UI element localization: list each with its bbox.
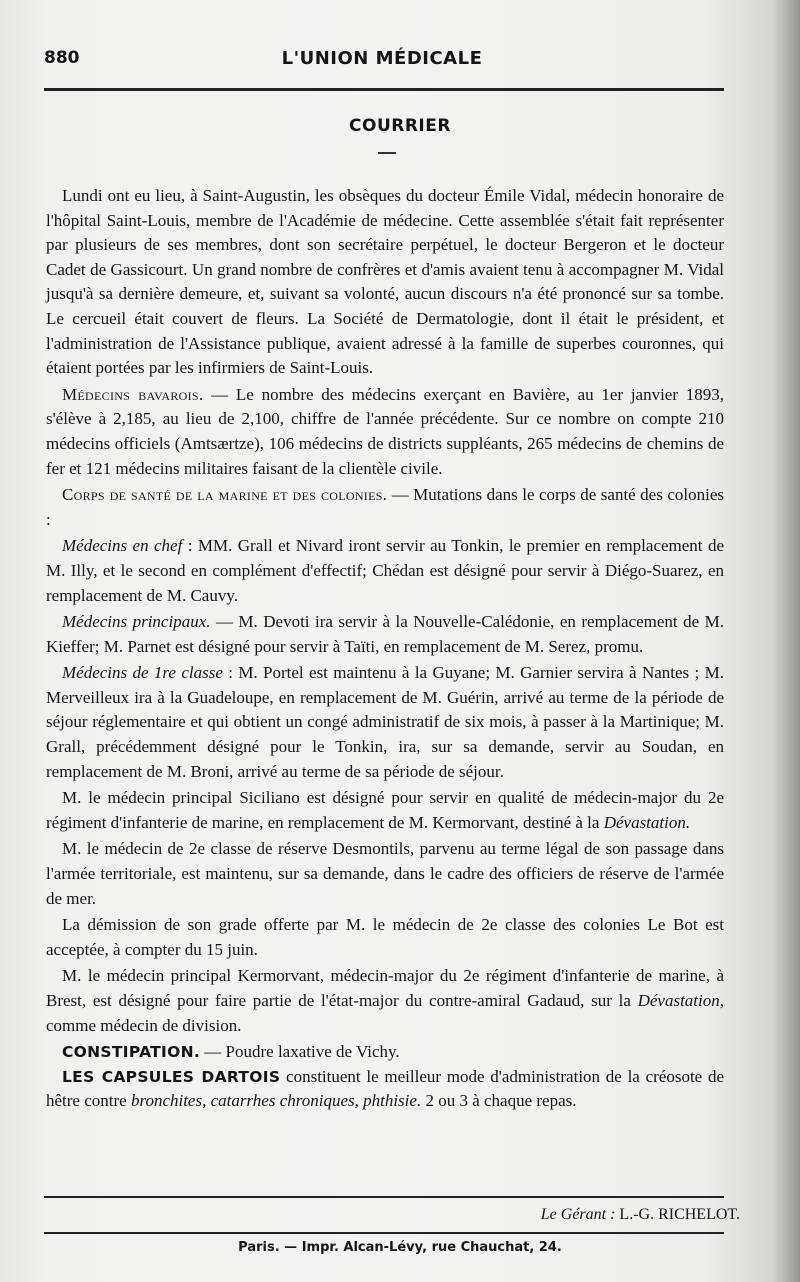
advert-constipation (46, 1040, 724, 1065)
ship-name: Dévastation (637, 991, 720, 1010)
paragraph-kermorvant (46, 964, 724, 1038)
paragraph-text: — M. Devoti ira servir à la Nouvelle-Calédonie, en remplacement de M. Kieffer; M. Parnet est désigné pour servir à Taïti, en remplacement de M. Serez, promu. (46, 612, 724, 656)
paragraph-desmontils: M. le médecin de 2e classe de réserve Desmontils, parvenu au terme légal de son passage dans l'armée territoriale, est maintenu, sur sa demande, dans le cadre des officiers de réserve de l'armée de mer. (46, 839, 724, 908)
paragraph-bavarian-doctors (46, 383, 724, 481)
footer-rule (44, 1196, 724, 1198)
advert-text: 2 ou 3 à chaque repas. (421, 1091, 577, 1111)
paragraph-text: M. le médecin principal Kermorvant, médecin-major du 2e régiment d'infanterie de marine, à Brest, est désigné pour faire partie de l'état-major du contre-amiral Gadaud, sur la (46, 966, 724, 1010)
paragraph-vidal-funeral: Lundi ont eu lieu, à Saint-Augustin, les obsèques du docteur Émile Vidal, médecin honoraire de l'hôpital Saint-Louis, membre de l'Académie de médecine. Cette assemblée s'était fait représenter par plusieurs de ses membres, dont son secrétaire perpétuel, le docteur Bergeron et le docteur Cadet de Gassicourt. Un grand nombre de confrères et d'amis avaient tenu à accompagner M. Vidal jusqu'à sa dernière demeure, et, suivant sa volonté, aucun discours n'a été prononcé sur sa tombe. Le cercueil était couvert de fleurs. La Société de Dermatologie, dont il était le président, et l'administration de l'Assistance publique, avaient adressé à la famille de superbes couronnes, qui étaient portées par les infirmiers de Saint-Louis. (46, 186, 724, 378)
paragraph-text: — Mutations dans le corps de santé des colonies : (46, 485, 724, 529)
printer-imprint: Paris. — Impr. Alcan-Lévy, rue Chauchat, 24. (238, 1240, 562, 1255)
paragraph-navy-corps (46, 483, 724, 532)
advert-capsules (46, 1065, 724, 1114)
paragraph-text: , comme médecin de division. (46, 991, 724, 1035)
paragraph-heading: Corps de santé de la marine et des colonies. (62, 485, 388, 505)
paragraph-first-class-doctors (46, 661, 724, 784)
advert-italic-text: bronchites, catarrhes chroniques, phthisie. (130, 1091, 422, 1111)
page-header (44, 48, 720, 78)
paragraph-le-bot: La démission de son grade offerte par M. le médecin de 2e classe des colonies Le Bot est acceptée, à compter du 15 juin. (46, 915, 724, 959)
page-number: 880 (44, 48, 80, 68)
paragraph-siciliano (46, 786, 724, 835)
paragraph-text: : M. Portel est maintenu à la Guyane; M. Garnier servira à Nantes ; M. Merveilleux ira à la Guadeloupe, en remplacement de M. Guérin, arrivé au terme de la période de séjour réglementaire et qui obtient un congé administratif de six mois, à passer à la Martinique; M. Grall, précédemment désigné pour le Tonkin, ira, sur sa demande, servir au Soudan, en remplacement de M. Broni, arrivé au terme de sa période de séjour. (46, 663, 724, 781)
advert-text: constituent le meilleur mode d'administration de la créosote de hêtre contre (46, 1066, 725, 1111)
paragraph-chief-doctors (46, 534, 724, 608)
paragraph-principal-doctors (46, 610, 724, 659)
advert-heading: CONSTIPATION. (62, 1043, 201, 1062)
section-title: COURRIER (349, 116, 451, 136)
paragraph-heading: Médecins en chef (62, 536, 183, 556)
footer-rule (44, 1232, 724, 1234)
gerant-name: L.-G. RICHELOT. (615, 1206, 740, 1223)
advert-heading: LES CAPSULES DARTOIS (62, 1067, 281, 1086)
running-title: L'UNION MÉDICALE (281, 48, 483, 69)
gerant-signature (541, 1206, 740, 1224)
paragraph-text: M. le médecin principal Siciliano est désigné pour servir en qualité de médecin-major du 2e régiment d'infanterie de marine, en remplacement de M. Kermorvant, destiné à la (46, 788, 724, 832)
gerant-label: Le Gérant : (540, 1206, 616, 1223)
ship-name: Dévastation. (603, 812, 691, 832)
paragraph-text: : MM. Grall et Nivard iront servir au Tonkin, le premier en remplacement de M. Illy, et le second en complément d'effectif; Chédan est désigné pour servir à Diégo-Suarez, en remplacement de M. Cauvy. (46, 536, 724, 605)
advert-text: — Poudre laxative de Vichy. (200, 1042, 400, 1062)
paragraph-heading: Médecins de 1re classe (62, 663, 223, 683)
paragraph-heading: Médecins principaux. (62, 612, 211, 632)
article-body (46, 184, 724, 1114)
paragraph-heading: Médecins bavarois. (62, 384, 204, 404)
binding-shadow (772, 0, 800, 1282)
section-dash (378, 152, 396, 154)
paragraph-text: — Le nombre des médecins exerçant en Bavière, au 1er janvier 1893, s'élève à 2,185, au lieu de 2,100, chiffre de l'année précédente. Sur ce nombre on compte 210 médecins officiels (Amtsærtze), 106 médecins de districts suppléants, 265 médecins de chemins de fer et 121 médecins militaires faisant de la clientèle civile. (46, 384, 725, 478)
header-rule (44, 88, 724, 91)
